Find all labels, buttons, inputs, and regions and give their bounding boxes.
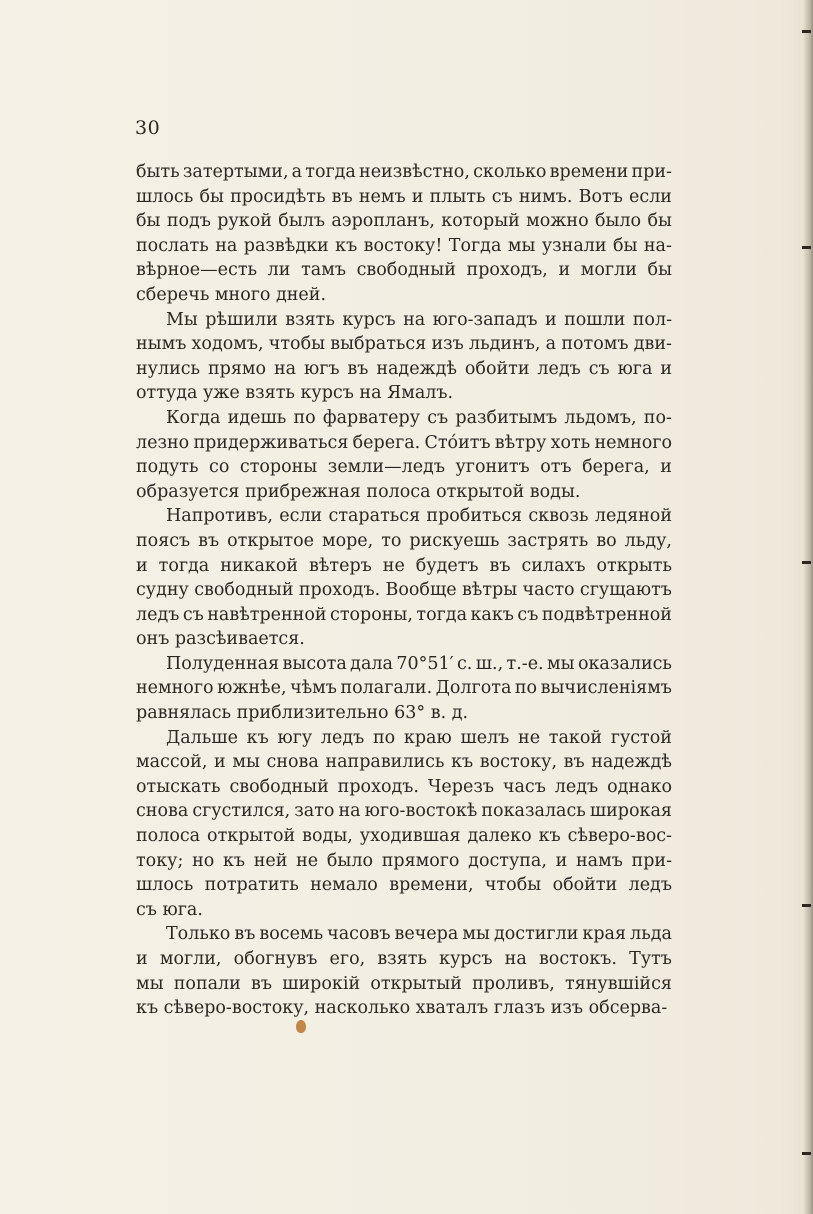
text-line: вѣрное—есть ли тамъ свободный проходъ, и могли бы — [136, 260, 672, 281]
text-line: массой, и мы снова направились къ востоку, въ надеждѣ — [136, 752, 672, 773]
text-line: нымъ ходомъ, чтобы выбраться изъ льдинъ, а потомъ дви- — [136, 334, 672, 355]
edge-tab-mark — [802, 30, 811, 33]
paragraph — [136, 652, 672, 726]
text-line: Мы рѣшили взять курсъ на юго-западъ и пошли пол- — [166, 309, 672, 330]
paragraph — [136, 922, 672, 1020]
paragraph — [136, 308, 672, 406]
edge-tab-mark — [802, 1152, 811, 1155]
text-line: нулись прямо на югъ въ надеждѣ обойти ледъ съ юга и — [136, 358, 672, 379]
text-line: судну свободный проходъ. Вообще вѣтры часто сгущаютъ — [136, 580, 672, 601]
text-line: и могли, обогнувъ его, взять курсъ на востокъ. Тутъ — [136, 949, 672, 969]
page-number: 30 — [135, 117, 161, 139]
text-line: бы подъ рукой былъ аэропланъ, который можно было бы — [136, 211, 672, 232]
text-line: шлось бы просидѣть въ немъ и плыть съ нимъ. Вотъ если — [136, 186, 672, 207]
text-line: образуется прибрежная полоса открытой воды. — [136, 481, 581, 502]
text-line: къ сѣверо-востоку, насколько хваталъ глазъ изъ обсерва- — [136, 998, 668, 1019]
text-line: току; но къ ней не было прямого доступа, и намъ при- — [136, 850, 672, 871]
text-line: послать на развѣдки къ востоку! Тогда мы узнали бы на- — [136, 235, 672, 256]
edge-tab-mark — [802, 561, 811, 564]
ink-spot — [296, 1020, 306, 1033]
text-line: Напротивъ, если стараться пробиться сквозь ледяной — [166, 506, 672, 527]
paragraph — [136, 726, 672, 923]
text-line: поясъ въ открытое море, то рискуешь застрять во льду, — [136, 530, 672, 551]
text-line: шлось потратить немало времени, чтобы обойти ледъ — [136, 875, 672, 896]
body-text — [136, 160, 672, 1021]
text-line: сберечь много дней. — [136, 284, 327, 305]
edge-tab-mark — [802, 246, 811, 249]
text-line: отыскать свободный проходъ. Черезъ часъ ледъ однако — [136, 776, 672, 797]
paragraph — [136, 160, 672, 308]
text-line: немного южнѣе, чѣмъ полагали. Долгота по вычисленіямъ — [136, 678, 672, 699]
paragraph — [136, 504, 672, 652]
text-line: Полуденная высота дала 70°51′ с. ш., т.-е. мы оказались — [166, 653, 672, 674]
text-line: Когда идешь по фарватеру съ разбитымъ льдомъ, по- — [166, 407, 672, 428]
text-line: снова сгустился, зато на юго-востокѣ показалась широкая — [136, 801, 672, 822]
text-line: съ юга. — [136, 899, 203, 920]
text-line: Только въ восемь часовъ вечера мы достигли края льда — [166, 924, 672, 945]
text-line: подуть со стороны земли—ледъ угонитъ отъ берега, и — [136, 457, 672, 478]
text-line: ледъ съ навѣтренной стороны, тогда какъ съ подвѣтренной — [136, 604, 672, 625]
text-line: полоса открытой воды, уходившая далеко къ сѣверо-вос- — [136, 826, 672, 847]
text-line: равнялась приблизительно 63° в. д. — [136, 703, 469, 724]
text-line: мы попали въ широкій открытый проливъ, тянувшійся — [136, 973, 672, 994]
text-line: Дальше къ югу ледъ по краю шелъ не такой густой — [166, 727, 672, 748]
text-line: быть затертыми, а тогда неизвѣстно, сколько времени при- — [136, 162, 672, 182]
text-line: онъ разсѣивается. — [136, 629, 305, 650]
edge-tab-mark — [802, 904, 811, 907]
text-line: и тогда никакой вѣтеръ не будетъ въ силахъ открыть — [136, 555, 672, 576]
page-edge-shadow — [803, 0, 813, 1214]
text-line: лезно придерживаться берега. Стóитъ вѣтру хоть немного — [136, 432, 672, 453]
paragraph — [136, 406, 672, 504]
text-line: оттуда уже взять курсъ на Ямалъ. — [136, 383, 454, 404]
